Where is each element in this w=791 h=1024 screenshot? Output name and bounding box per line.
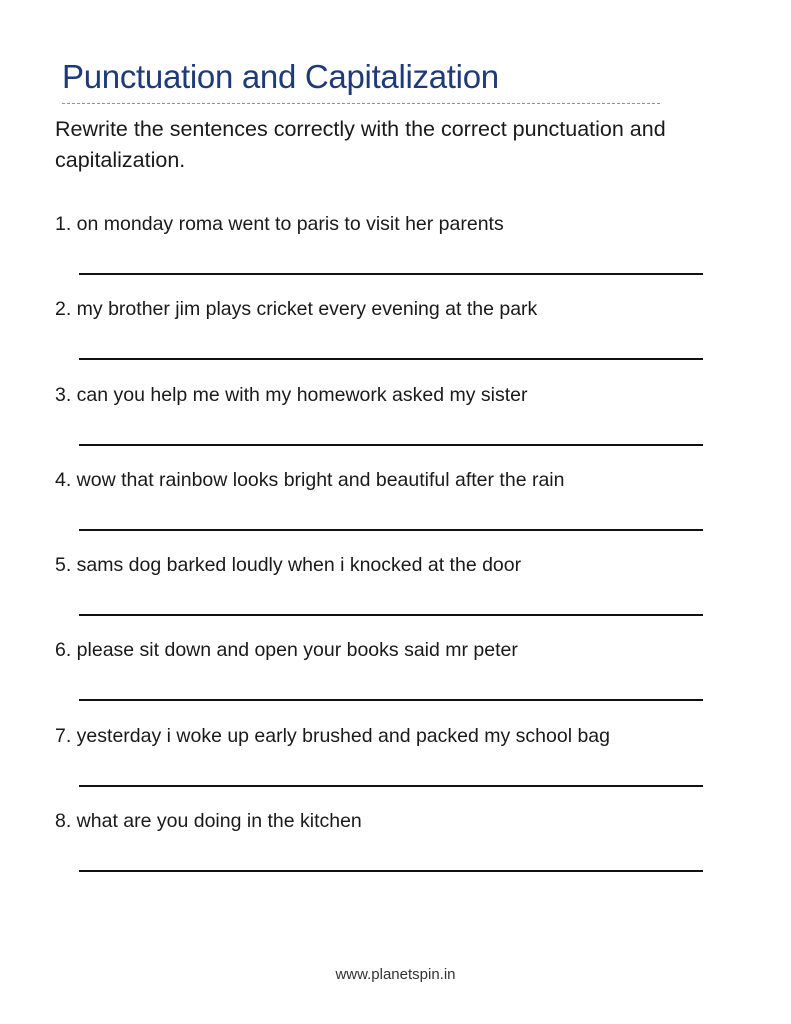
title-divider xyxy=(62,103,660,104)
question-item xyxy=(55,381,715,466)
answer-line[interactable] xyxy=(79,870,703,872)
question-text: 6. please sit down and open your books said mr peter xyxy=(55,639,518,662)
question-item xyxy=(55,722,715,807)
question-text: 1. on monday roma went to paris to visit her parents xyxy=(55,213,504,235)
question-text: 8. what are you doing in the kitchen xyxy=(55,810,362,833)
question-item xyxy=(55,466,715,551)
question-item xyxy=(55,295,715,380)
question-item xyxy=(55,807,715,892)
page-title: Punctuation and Capitalization xyxy=(62,58,499,95)
question-item xyxy=(55,636,715,721)
instructions-text: Rewrite the sentences correctly with the correct punctuation and capitalization. xyxy=(55,117,666,172)
question-item xyxy=(55,210,715,295)
answer-line[interactable] xyxy=(79,529,703,531)
question-text: 4. wow that rainbow looks bright and beautiful after the rain xyxy=(55,468,565,491)
footer-url[interactable]: www.planetspin.in xyxy=(335,966,456,983)
question-item xyxy=(55,551,715,636)
question-text: 5. sams dog barked loudly when i knocked at the door xyxy=(55,554,522,577)
answer-line[interactable] xyxy=(79,785,703,787)
answer-line[interactable] xyxy=(79,444,703,446)
question-text: 7. yesterday i woke up early brushed and packed my school bag xyxy=(55,724,610,747)
question-text: 3. can you help me with my homework asked my sister xyxy=(55,383,528,406)
answer-line[interactable] xyxy=(79,699,703,701)
answer-line[interactable] xyxy=(79,358,703,360)
question-text: 2. my brother jim plays cricket every evening at the park xyxy=(55,298,538,321)
question-list xyxy=(55,210,715,892)
answer-line[interactable] xyxy=(79,614,703,616)
answer-line[interactable] xyxy=(79,273,703,275)
